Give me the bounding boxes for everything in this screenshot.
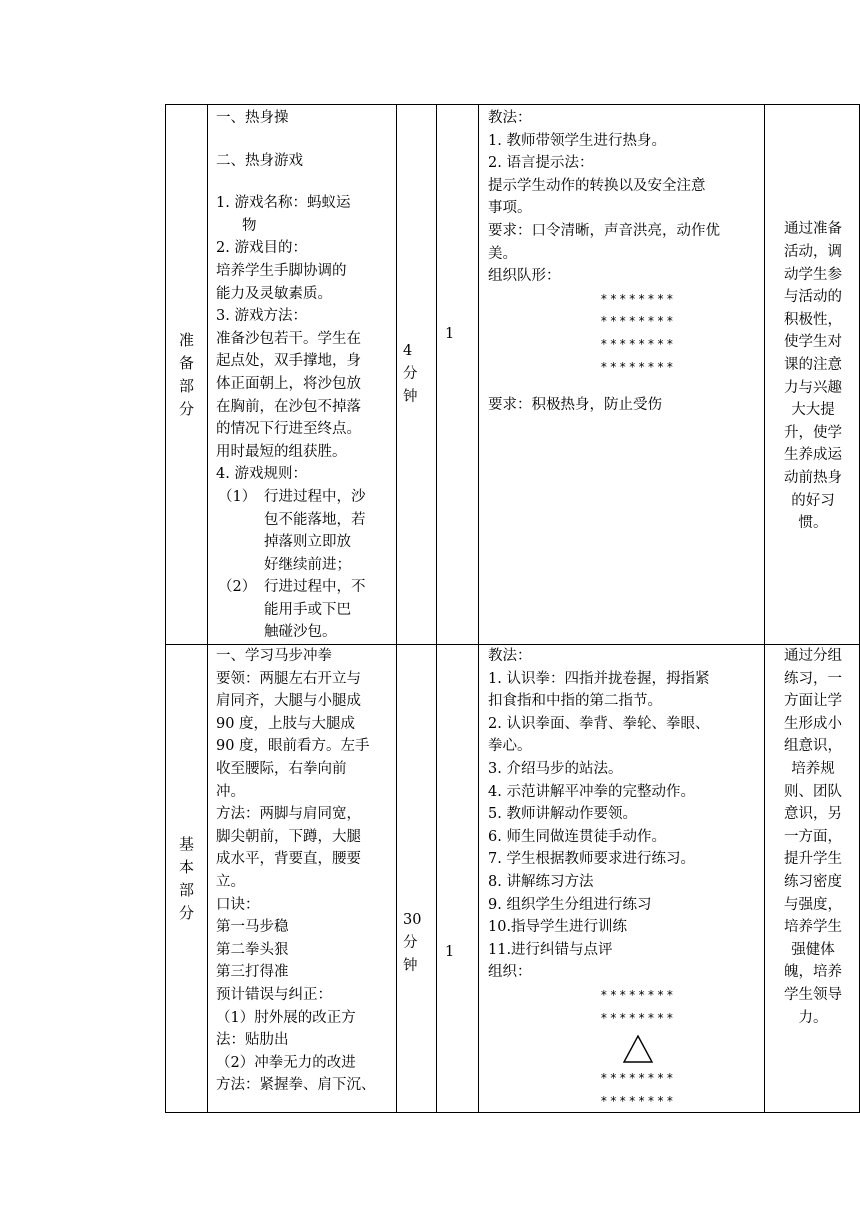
formation-row: ******** (600, 987, 676, 1002)
method-line: 11.进行纠错与点评 (488, 941, 613, 958)
time-value: 30 (403, 912, 422, 929)
time-unit: 钟 (403, 389, 418, 406)
purpose-line: 通过准备 (784, 221, 842, 238)
purpose-line: 惯。 (798, 515, 828, 532)
method-line: 2. 认识拳面、拳背、拳轮、拳眼、 (488, 715, 710, 732)
purpose-line: 与活动的 (784, 289, 842, 306)
content-line: 立。 (216, 874, 245, 890)
content-line: 要领：两腿左右开立与 (216, 670, 361, 687)
game-purpose-text: 能力及灵敏素质。 (216, 285, 332, 302)
section-cell-basic (166, 645, 208, 1113)
section-char: 部 (178, 880, 194, 899)
method-item: 2. 语言提示法： (488, 155, 594, 172)
formation-row: ******** (600, 336, 676, 351)
formation-row: ******** (600, 1010, 676, 1025)
section-char: 本 (178, 857, 194, 876)
method-cell-basic (479, 645, 765, 1113)
rule-line: 能用手或下巴 (264, 601, 351, 618)
rule-item (216, 486, 390, 576)
game-rules-label: 4. 游戏规则： (216, 466, 307, 483)
count-value: 1 (445, 326, 455, 342)
content-line: 收至腰际，右拳向前 (216, 761, 347, 778)
section-char: 部 (178, 376, 194, 395)
rule-line: 行进过程中，不 (264, 579, 366, 596)
content-line: 成水平，背要直，腰要 (216, 851, 361, 868)
content-line: 脚尖朝前，下蹲，大腿 (216, 828, 361, 845)
purpose-line: 的好习 (791, 492, 835, 509)
table-row-preparation (166, 105, 860, 645)
game-purpose-text: 培养学生手脚协调的 (216, 262, 347, 279)
method-line: 4. 示范讲解平冲拳的完整动作。 (488, 783, 695, 800)
rule-item (216, 576, 390, 644)
rule-line: 触碰沙包。 (264, 624, 337, 641)
content-line: 第二拳头狠 (216, 941, 289, 958)
count-cell-preparation (437, 105, 479, 645)
purpose-line: 意识，另 (784, 806, 842, 823)
section-cell-preparation (166, 105, 208, 645)
time-unit: 分 (403, 935, 418, 952)
purpose-line: 使学生对 (784, 334, 842, 351)
game-method-line: 用时最短的组获胜。 (216, 443, 347, 460)
section-char: 准 (178, 330, 194, 349)
count-cell-basic (437, 645, 479, 1113)
purpose-line: 课的注意 (784, 356, 842, 373)
purpose-line: 升，使学 (784, 424, 842, 441)
content-line: 口诀： (216, 896, 260, 913)
method-line: 扣食指和中指的第二指节。 (488, 693, 662, 710)
content-line: 预计错误与纠正： (216, 986, 332, 1003)
formation-row: ******** (600, 291, 676, 306)
method-hint: 事项。 (488, 200, 532, 217)
section-char: 备 (178, 353, 194, 372)
purpose-line: 则、团队 (784, 783, 842, 800)
game-method-label: 3. 游戏方法： (216, 308, 307, 325)
formation-row: ******** (600, 1071, 676, 1086)
purpose-line: 动学生参 (784, 266, 842, 283)
game-method-line: 体正面朝上，将沙包放 (216, 375, 361, 392)
rule-line: 行进过程中，沙 (264, 488, 366, 505)
purpose-line: 通过分组 (784, 648, 842, 665)
rule-number: （2） (218, 579, 257, 596)
content-line: 冲。 (216, 783, 245, 800)
content-line: 方法：两脚与肩同宽， (216, 806, 361, 823)
count-value: 1 (445, 944, 455, 961)
game-method-line: 在胸前，在沙包不掉落 (216, 398, 361, 415)
table-row-basic (166, 645, 860, 1113)
final-requirement: 要求：积极热身，防止受伤 (488, 397, 662, 414)
content-line: 第一马步稳 (216, 919, 289, 936)
method-line: 10.指导学生进行训练 (488, 919, 628, 936)
triangle-icon (623, 1035, 653, 1063)
content-line: 法：贴肋出 (216, 1032, 289, 1049)
method-line: 1. 认识拳：四指并拢卷握，拇指紧 (488, 670, 710, 687)
content-line: 肩同齐，大腿与小腿成 (216, 693, 361, 710)
content-line: 方法：紧握拳、肩下沉、 (216, 1077, 376, 1094)
purpose-line: 培养规 (791, 761, 835, 778)
purpose-line: 强健体 (791, 941, 835, 958)
purpose-cell-basic (765, 645, 860, 1113)
content-line: 90 度，上肢与大腿成 (216, 715, 356, 732)
purpose-line: 与强度， (784, 896, 842, 913)
section-char: 分 (178, 399, 194, 418)
purpose-line: 学生领导 (784, 986, 842, 1003)
purpose-line: 生形成小 (784, 715, 842, 732)
method-line: 6. 师生同做连贯徒手动作。 (488, 828, 666, 845)
purpose-line: 方面让学 (784, 693, 842, 710)
warmup-heading: 一、热身操 (216, 110, 289, 126)
purpose-line: 提升学生 (784, 851, 842, 868)
formation-label: 组织： (488, 964, 532, 981)
method-require: 要求：口令清晰，声音洪亮，动作优 (488, 222, 720, 239)
purpose-line: 动前热身 (784, 469, 842, 486)
content-line: 一、学习马步冲拳 (216, 648, 332, 665)
content-line: （1）肘外展的改正方 (216, 1009, 356, 1026)
rule-number: （1） (218, 488, 257, 505)
method-line: 拳心。 (488, 738, 532, 755)
method-line: 5. 教师讲解动作要领。 (488, 806, 637, 823)
purpose-line: 力与兴趣 (784, 379, 842, 396)
purpose-line: 培养学生 (784, 919, 842, 936)
rule-line: 好继续前进； (264, 556, 351, 573)
time-cell-preparation (397, 105, 437, 645)
purpose-line: 生养成运 (784, 447, 842, 464)
method-line: 3. 介绍马步的站法。 (488, 761, 623, 778)
content-cell-basic (208, 645, 397, 1113)
section-char: 分 (178, 903, 194, 922)
content-cell-preparation (208, 105, 397, 645)
section-char: 基 (178, 834, 194, 853)
teacher-position (488, 1029, 758, 1067)
game-method-line: 准备沙包若干。学生在 (216, 330, 361, 347)
formation-label: 组织队形： (488, 268, 561, 285)
time-unit: 钟 (403, 958, 418, 975)
purpose-line: 积极性， (784, 311, 842, 328)
content-line: 第三打得准 (216, 964, 289, 981)
purpose-line: 力。 (798, 1009, 828, 1026)
game-heading: 二、热身游戏 (216, 152, 303, 169)
section-label (166, 833, 207, 925)
method-label: 教法： (488, 110, 532, 126)
purpose-line: 魄，培养 (784, 964, 842, 981)
purpose-line: 练习密度 (784, 874, 842, 890)
method-require: 美。 (488, 245, 517, 262)
content-line: （2）冲拳无力的改进 (216, 1054, 356, 1071)
purpose-line: 一方面， (784, 828, 842, 845)
game-purpose-label: 2. 游戏目的： (216, 240, 307, 257)
formation-row: ******** (600, 359, 676, 374)
rule-line: 掉落则立即放 (264, 534, 351, 551)
section-label (166, 329, 207, 421)
method-line: 9. 组织学生分组进行练习 (488, 896, 652, 913)
game-name-cont: 物 (242, 217, 257, 234)
rule-line: 包不能落地，若 (264, 511, 366, 528)
time-cell-basic (397, 645, 437, 1113)
purpose-line: 活动，调 (784, 243, 842, 260)
purpose-cell-preparation (765, 105, 860, 645)
game-name-label: 1. 游戏名称：蚂蚁运 (216, 195, 351, 212)
purpose-line: 组意识， (784, 738, 842, 755)
lesson-plan-table (165, 104, 860, 1113)
method-hint: 提示学生动作的转换以及安全注意 (488, 177, 706, 194)
method-cell-preparation (479, 105, 765, 645)
game-method-line: 起点处，双手撑地，身 (216, 353, 361, 370)
formation-row: ******** (600, 314, 676, 329)
content-line: 90 度，眼前看方。左手 (216, 738, 370, 755)
method-item: 1. 教师带领学生进行热身。 (488, 132, 666, 149)
purpose-line: 大大提 (791, 402, 835, 419)
time-value: 4 (403, 343, 413, 360)
game-method-line: 的情况下行进至终点。 (216, 421, 361, 438)
method-line: 7. 学生根据教师要求进行练习。 (488, 851, 695, 868)
formation-row: ******** (600, 1093, 676, 1108)
method-label: 教法： (488, 648, 532, 665)
method-line: 8. 讲解练习方法 (488, 874, 594, 890)
time-unit: 分 (403, 366, 418, 383)
purpose-line: 练习，一 (784, 670, 842, 687)
